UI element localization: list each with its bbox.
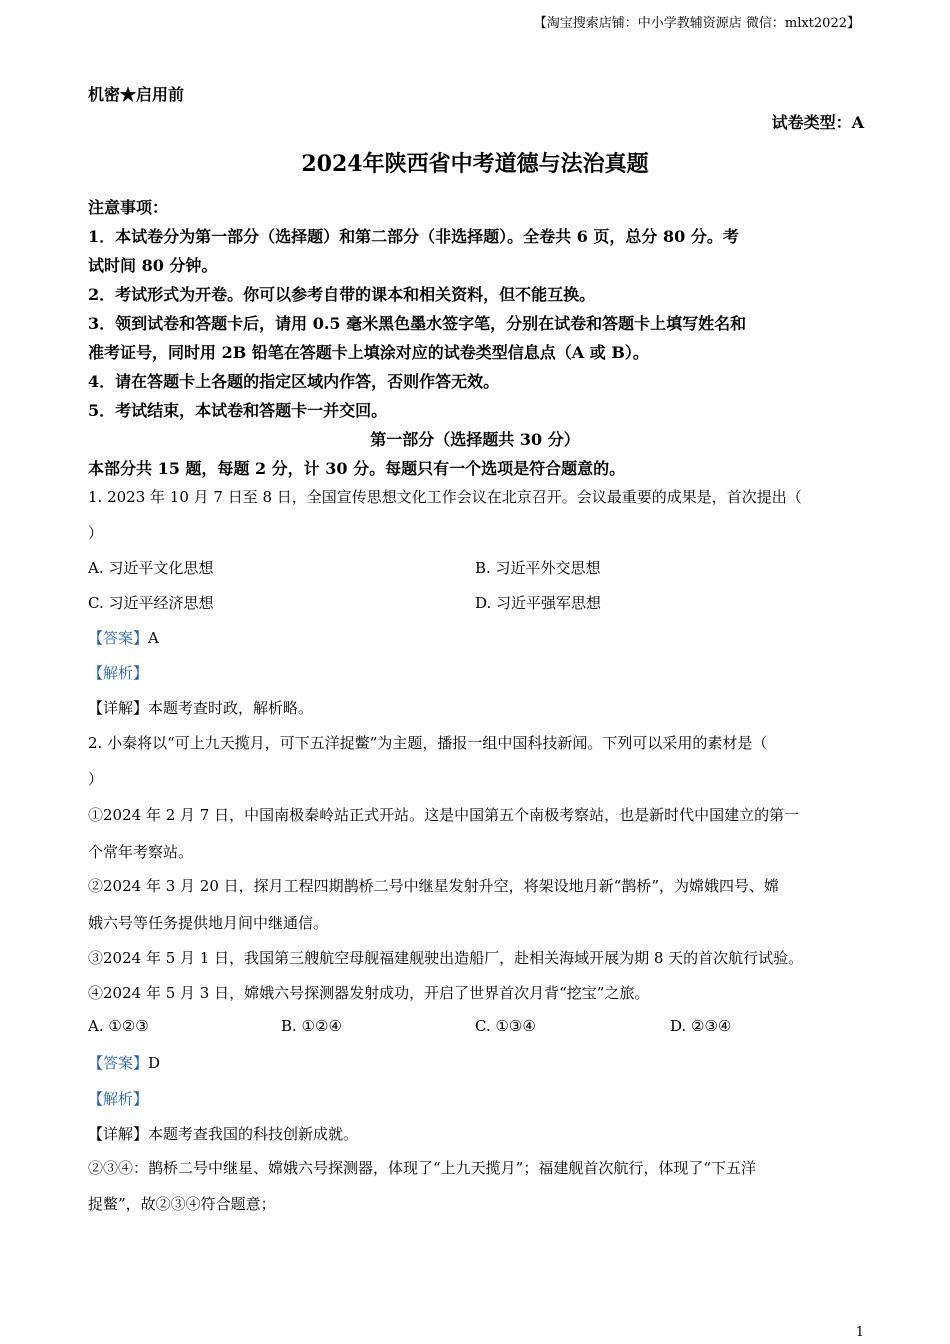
- question-stem: 1. 2023 年 10 月 7 日至 8 日，全国宣传思想文化工作会议在北京召开。会议最重要的成果是，首次提出（: [88, 488, 802, 506]
- analysis-tag: 【解析】: [88, 664, 149, 682]
- material-item: ②2024 年 3 月 20 日，探月工程四期鹊桥二号中继星发射升空，将架设地月新“鹊桥”，为嫦娥四号、嫦: [88, 877, 779, 895]
- detail-line: [88, 697, 313, 718]
- option-d: D. 习近平强军思想: [475, 594, 602, 612]
- option-d: D. ②③④: [670, 1017, 732, 1035]
- notice-line: 5．考试结束，本试卷和答题卡一并交回。: [88, 401, 388, 420]
- explanation-line: ②③④：鹊桥二号中继星、嫦娥六号探测器，体现了“上九天揽月”；福建舰首次航行，体现了“下五洋: [88, 1159, 757, 1177]
- option-b: B. ①②④: [281, 1017, 342, 1035]
- material-item: ③2024 年 5 月 1 日，我国第三艘航空母舰福建舰驶出造船厂，赴相关海域开展为期 8 天的首次航行试验。: [88, 949, 804, 967]
- detail-line: [88, 1123, 358, 1144]
- notice-heading: 注意事项：: [88, 198, 169, 217]
- detail-tag: 【详解】: [88, 699, 149, 717]
- detail-text: 本题考查时政，解析略。: [148, 699, 314, 717]
- notice-line: 准考证号，同时用 2B 铅笔在答题卡上填涂对应的试卷类型信息点（A 或 B）。: [88, 343, 649, 362]
- material-item: 娥六号等任务提供地月间中继通信。: [88, 914, 329, 932]
- notice-line: 4．请在答题卡上各题的指定区域内作答，否则作答无效。: [88, 372, 500, 391]
- analysis-tag: 【解析】: [88, 1090, 149, 1108]
- notice-line: 1．本试卷分为第一部分（选择题）和第二部分（非选择题）。全卷共 6 页，总分 80 分。考: [88, 227, 739, 246]
- page-number: 1: [855, 1325, 864, 1340]
- option-a: A. ①②③: [88, 1017, 149, 1035]
- material-item: ①2024 年 2 月 7 日，中国南极秦岭站正式开站。这是中国第五个南极考察站，也是新时代中国建立的第一: [88, 806, 800, 824]
- confidential-mark: 机密★启用前: [88, 85, 185, 104]
- answer-value: A: [148, 629, 159, 647]
- material-item: ④2024 年 5 月 3 日，嫦娥六号探测器发射成功，开启了世界首次月背“挖宝”之旅。: [88, 984, 650, 1002]
- answer-tag: 【答案】: [88, 1054, 149, 1072]
- answer-value: D: [148, 1054, 161, 1072]
- section-instruction: 本部分共 15 题，每题 2 分，计 30 分。每题只有一个选项是符合题意的。: [88, 459, 626, 478]
- option-c: C. 习近平经济思想: [88, 594, 214, 612]
- page-title: 2024年陕西省中考道德与法治真题: [301, 151, 649, 177]
- notice-line: 试时间 80 分钟。: [88, 256, 218, 275]
- option-a: A. 习近平文化思想: [88, 559, 214, 577]
- option-c: C. ①③④: [475, 1017, 536, 1035]
- material-item: 个常年考察站。: [88, 843, 194, 861]
- detail-tag: 【详解】: [88, 1125, 149, 1143]
- paper-type: 试卷类型：A: [771, 113, 864, 132]
- option-b: B. 习近平外交思想: [475, 559, 601, 577]
- header-note: 【淘宝搜索店铺：中小学教辅资源店 微信：mlxt2022】: [533, 16, 860, 31]
- answer-line: [88, 1052, 160, 1073]
- detail-text: 本题考查我国的科技创新成就。: [148, 1125, 359, 1143]
- answer-tag: 【答案】: [88, 629, 149, 647]
- notice-line: 3．领到试卷和答题卡后，请用 0.5 毫米黑色墨水签字笔，分别在试卷和答题卡上填写姓名和: [88, 314, 747, 333]
- section-heading: 第一部分（选择题共 30 分）: [370, 430, 580, 449]
- question-stem: 2. 小秦将以“可上九天揽月，可下五洋捉鳖”为主题，播报一组中国科技新闻。下列可以采用的素材是（: [88, 734, 768, 752]
- notice-line: 2．考试形式为开卷。你可以参考自带的课本和相关资料，但不能互换。: [88, 285, 596, 304]
- answer-line: [88, 627, 159, 648]
- question-stem-cont: ）: [88, 524, 104, 542]
- question-stem-cont: ）: [88, 770, 104, 788]
- explanation-line: 捉鳖”，故②③④符合题意；: [88, 1195, 276, 1213]
